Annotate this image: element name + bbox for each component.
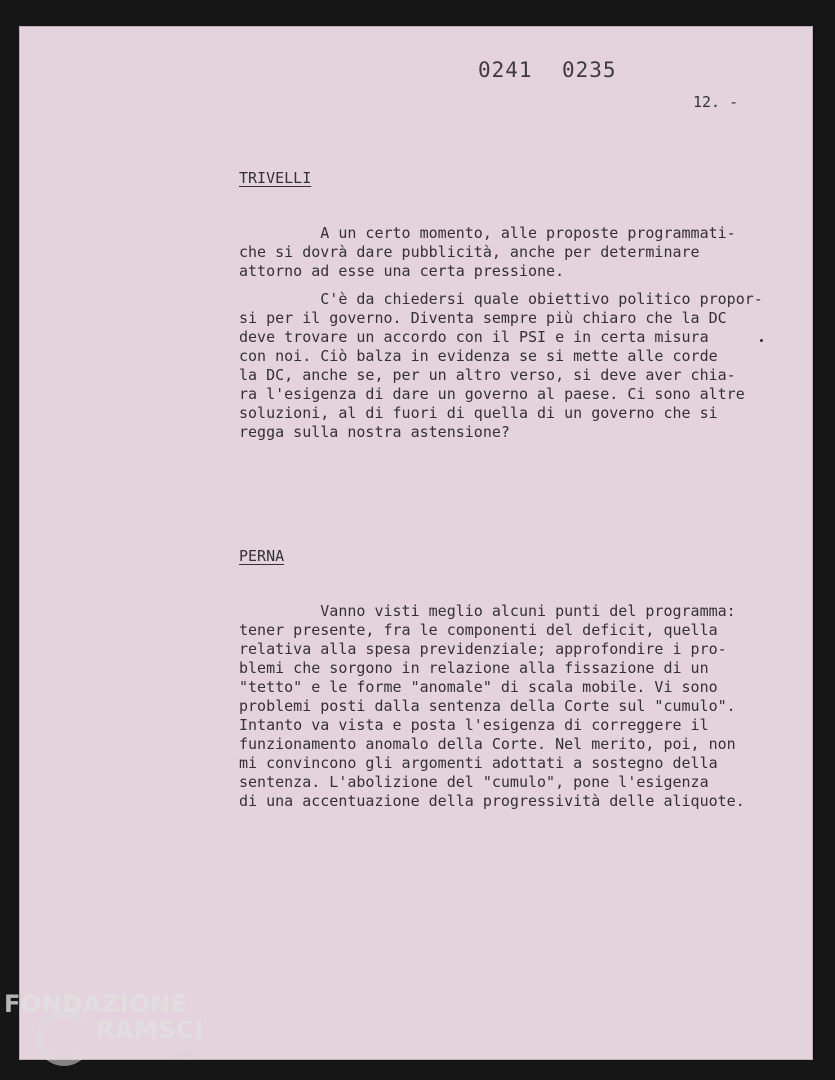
document-page [20, 27, 812, 1059]
logo-text-line2: RAMSCI [96, 1016, 204, 1044]
paragraph: A un certo momento, alle proposte programmati- che si dovrà dare pubblicità, anche per determinare attorno ad esse una certa pressione. [239, 224, 736, 280]
paragraph: Vanno visti meglio alcuni punti del programma: tener presente, fra le componenti del deficit, quella relativa alla spesa previdenziale; approfondire i pro- blemi che sorgono in relazione alla fissazione di un "tetto" e le forme "anomale" di scala mobile. Vi sono problemi posti dalla sentenza della Corte sul "cumulo". Intanto va vista e posta l'esigenza di correggere il funzionamento anomalo della Corte. Nel merito, poi, non mi convincono gli argomenti adottati a sostegno della sentenza. L'abolizione del "cumulo", pone l'esigenza di una accentuazione della progressività delle aliquote. [239, 602, 745, 810]
speaker-heading-trivelli: TRIVELLI [239, 169, 312, 187]
paragraph: C'è da chiedersi quale obiettivo politico propor- si per il governo. Diventa sempre più chiaro che la DC deve trovare un accordo con il PSI e in certa misura con noi. Ciò balza in evidenza se si mette alle corde la DC, anche se, per un altro verso, si deve aver chia- ra l'esigenza di dare un governo al paese. Ci sono altre soluzioni, al di fuori di quella di un governo che si regga sulla nostra astensione? [239, 290, 763, 441]
logo-g-mark-icon [36, 1010, 92, 1066]
fondazione-gramsci-watermark-logo [0, 988, 210, 1080]
ink-mark [760, 339, 763, 342]
logo-text-line1: FONDAZIONE [4, 990, 188, 1018]
page-number: 12. - [693, 93, 739, 111]
logo-text-line3: onlus [170, 1050, 195, 1060]
speaker-heading-perna: PERNA [239, 547, 285, 565]
archive-number-1: 0241 [478, 58, 533, 82]
archive-number-2: 0235 [562, 58, 617, 82]
